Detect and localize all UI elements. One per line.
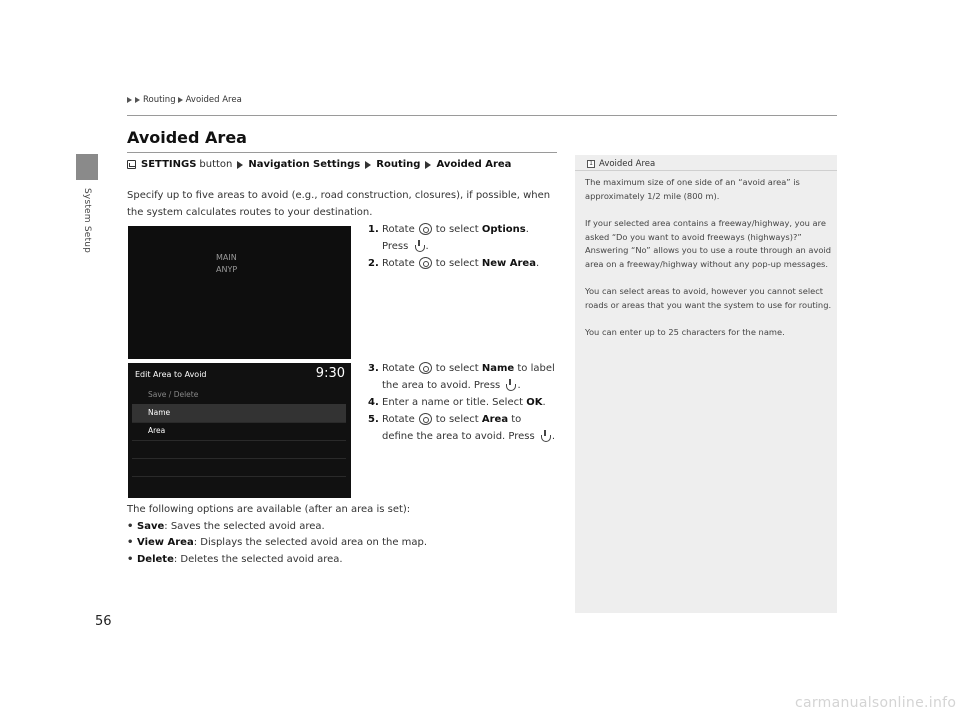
note-paragraph: You can enter up to 25 characters for the name.: [585, 327, 785, 337]
note-header: [575, 155, 837, 171]
note-title: Avoided Area: [599, 159, 656, 169]
options-intro: The following options are available (after an area is set):: [127, 504, 411, 515]
breadcrumb: [127, 95, 242, 105]
selector-knob-icon: [419, 362, 432, 374]
chevron-right-icon: [127, 97, 132, 103]
intro-paragraph: Specify up to five areas to avoid (e.g., road construction, closures), if possible, when the system calculates routes to your destination.: [127, 190, 551, 218]
breadcrumb-routing: Routing: [143, 95, 176, 105]
path-navigation-settings: Navigation Settings: [248, 159, 361, 170]
section-tab-marker: [76, 154, 98, 180]
steps-group-1: [368, 221, 539, 272]
screen-divider: [132, 476, 346, 477]
step-4: 4. Enter a name or title. Select OK.: [368, 397, 546, 408]
chevron-right-icon: [178, 97, 183, 103]
title-divider: [127, 152, 557, 153]
options-list: [127, 502, 427, 568]
note-paragraph: If your selected area contains a freeway/highway, you are asked “Do you want to avoid freeways (highways)?” Answering “No” allows you to use a route through an avoid area on a freeway/highway without any pop-up messages.: [585, 218, 832, 269]
selector-knob-icon: [419, 223, 432, 235]
home-icon: [127, 160, 136, 169]
note-paragraph: The maximum size of one side of an “avoid area” is approximately 1/2 mile (800 m).: [585, 177, 800, 201]
step-3: 3. Rotate to select Name to label: [368, 363, 555, 374]
option-view-area: • View Area: Displays the selected avoid area on the map.: [127, 537, 428, 548]
option-save: • Save: Saves the selected avoid area.: [127, 520, 325, 532]
sidebar-note: [575, 155, 837, 613]
note-body: [585, 176, 833, 354]
chevron-right-icon: [365, 161, 371, 169]
breadcrumb-avoided-area: Avoided Area: [185, 95, 242, 105]
navigation-path: [127, 159, 511, 170]
step-2: 2. Rotate to select New Area.: [368, 258, 540, 269]
screen-image-main-menu: [128, 226, 351, 359]
screen-row-area: Area: [148, 426, 166, 435]
chevron-right-icon: [135, 97, 140, 103]
watermark: carmanualsonline.info: [795, 695, 957, 711]
page-number: 56: [95, 614, 112, 629]
screen-row-save-delete: Save / Delete: [148, 390, 199, 399]
path-routing: Routing: [376, 159, 421, 170]
reference-icon: 1: [587, 160, 595, 168]
screen-row-name: Name: [132, 404, 346, 422]
step-1: 1. Rotate to select Options.: [368, 224, 529, 235]
screen-image-edit-area: [128, 363, 351, 498]
step-5-cont: define the area to avoid. Press .: [382, 431, 556, 442]
screen-text: MAIN ANYP: [216, 253, 238, 274]
screen-divider: [132, 440, 346, 441]
section-label: System Setup: [82, 188, 92, 254]
press-knob-icon: [413, 240, 425, 252]
path-button: button: [199, 159, 233, 170]
option-delete: • Delete: Deletes the selected avoid area.: [127, 553, 343, 565]
steps-group-2: [368, 360, 555, 445]
step-5: 5. Rotate to select Area to: [368, 414, 522, 425]
press-knob-icon: [539, 430, 551, 442]
step-1-press: Press .: [382, 241, 429, 252]
note-paragraph: You can select areas to avoid, however you cannot select roads or areas that you want the system to use for routing.: [585, 286, 832, 310]
chevron-right-icon: [425, 161, 431, 169]
selector-knob-icon: [419, 413, 432, 425]
screen-header: Edit Area to Avoid: [135, 370, 207, 379]
path-avoided-area: Avoided Area: [436, 159, 512, 170]
chevron-right-icon: [237, 161, 243, 169]
step-3-cont: the area to avoid. Press .: [382, 380, 521, 391]
screen-divider: [132, 458, 346, 459]
page-title: Avoided Area: [127, 128, 247, 147]
press-knob-icon: [504, 379, 516, 391]
screen-clock: 9:30: [315, 366, 345, 381]
selector-knob-icon: [419, 257, 432, 269]
header-divider: [127, 115, 837, 116]
path-settings: SETTINGS: [141, 159, 197, 170]
